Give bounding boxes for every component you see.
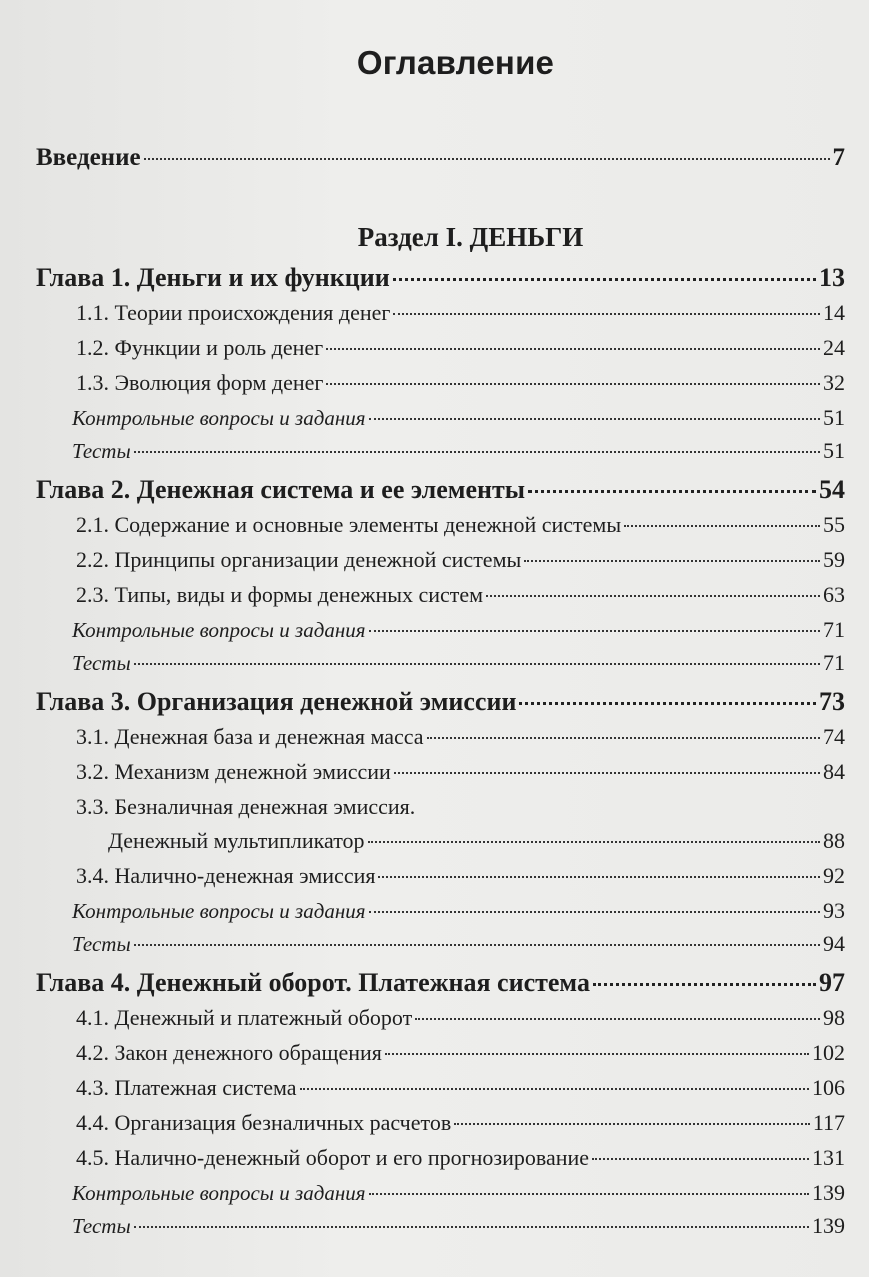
dot-leader [624,525,820,527]
dot-leader [519,702,816,705]
subsection-label: 2.1. Содержание и основные элементы денежной системы [76,512,622,537]
toc-entry-tests[interactable] [36,1213,845,1246]
dot-leader [369,418,820,420]
toc-entry-subsection[interactable] [36,724,845,759]
dot-leader [394,772,820,774]
subsection-page-number: 59 [823,547,845,572]
subsection-page-number: 14 [823,300,845,325]
toc-entry-subsection[interactable] [36,547,845,582]
toc-entry-questions[interactable] [36,898,845,931]
subsection-page-number: 24 [823,335,845,360]
page-title: Оглавление [356,44,555,81]
toc-entry-subsection[interactable] [36,1040,845,1075]
subsection-label: 2.3. Типы, виды и формы денежных систем [76,582,484,607]
questions-page-number: 139 [812,1180,845,1205]
toc-entry-subsection[interactable] [36,863,845,898]
tests-page-number: 94 [823,931,845,956]
toc-entry-tests[interactable] [36,931,845,964]
tests-page-number: 71 [823,650,845,675]
section-title: Раздел I. ДЕНЬГИ [357,222,584,252]
chapter-block-3 [36,687,845,964]
toc-entry-subsection[interactable] [36,1075,845,1110]
toc-entry-subsection[interactable] [36,1005,845,1040]
toc-entry-subsection[interactable] [36,370,845,405]
subsection-page-number: 88 [823,828,845,853]
subsection-page-number: 74 [823,724,845,749]
subsection-page-number: 32 [823,370,845,395]
dot-leader [326,383,820,385]
chapter-block-1 [36,263,845,471]
chapter-page-number: 13 [819,263,845,292]
dot-leader [378,876,820,878]
dot-leader [593,983,816,986]
subsection-page-number: 55 [823,512,845,537]
toc-entry-subsection-continuation[interactable] [36,828,845,863]
subsection-page-number: 84 [823,759,845,784]
tests-label: Тесты [72,439,131,463]
subsection-label: 4.1. Денежный и платежный оборот [76,1005,413,1030]
dot-leader [592,1158,809,1160]
toc-entry-questions[interactable] [36,617,845,650]
toc-entry-chapter[interactable] [36,475,845,512]
chapter-page-number: 97 [819,968,845,997]
toc-entry-subsection[interactable] [36,335,845,370]
chapter-block-2 [36,475,845,683]
toc-entry-chapter[interactable] [36,263,845,300]
chapter-page-number: 54 [819,475,845,504]
subsection-label: 1.3. Эволюция форм денег [76,370,324,395]
entry-page-number: 7 [832,144,845,171]
subsection-label: 4.5. Налично-денежный оборот и его прогнозирование [76,1145,590,1170]
subsection-page-number: 131 [812,1145,845,1170]
subsection-page-number: 106 [812,1075,845,1100]
toc-entry-subsection[interactable] [36,512,845,547]
subsection-label: 4.2. Закон денежного обращения [76,1040,382,1065]
dot-leader [369,630,820,632]
toc-entry-tests[interactable] [36,650,845,683]
questions-page-number: 71 [823,617,845,642]
subsection-page-number: 98 [823,1005,845,1030]
questions-label: Контрольные вопросы и задания [72,1181,366,1205]
toc-entry-subsection-first-line[interactable] [36,794,845,828]
subsection-label: 1.2. Функции и роль денег [76,335,324,360]
subsection-label: 2.2. Принципы организации денежной системы [76,547,522,572]
subsection-page-number: 102 [812,1040,845,1065]
questions-label: Контрольные вопросы и задания [72,406,366,430]
questions-page-number: 93 [823,898,845,923]
dot-leader [300,1088,809,1090]
entry-label: Введение [36,144,141,171]
dot-leader [528,490,816,493]
dot-leader [368,841,820,843]
dot-leader [385,1053,809,1055]
subsection-label-continuation: Денежный мультипликатор [108,828,365,853]
toc-entry-subsection[interactable] [36,1145,845,1180]
chapter-page-number: 73 [819,687,845,716]
toc-entry-intro[interactable] [36,144,845,184]
subsection-label: 4.4. Организация безналичных расчетов [76,1110,452,1135]
dot-leader [427,737,820,739]
tests-label: Тесты [72,651,131,675]
subsection-page-number: 63 [823,582,845,607]
chapter-label: Глава 2. Денежная система и ее элементы [36,475,526,504]
dot-leader [524,560,820,562]
chapter-label: Глава 4. Денежный оборот. Платежная система [36,968,590,997]
toc-entry-tests[interactable] [36,438,845,471]
tests-label: Тесты [72,932,131,956]
toc-entry-subsection[interactable] [36,1110,845,1145]
chapter-block-4 [36,968,845,1246]
dot-leader [415,1018,820,1020]
toc-entry-subsection[interactable] [36,300,845,335]
toc-entry-subsection[interactable] [36,759,845,794]
toc-entry-chapter[interactable] [36,968,845,1005]
subsection-label: 4.3. Платежная система [76,1075,297,1100]
subsection-page-number: 92 [823,863,845,888]
dot-leader [369,1193,809,1195]
toc-entry-questions[interactable] [36,405,845,438]
dot-leader [326,348,820,350]
subsection-label: 1.1. Теории происхождения денег [76,300,391,325]
tests-page-number: 139 [812,1213,845,1238]
subsection-label: 3.1. Денежная база и денежная масса [76,724,424,749]
toc-entry-subsection[interactable] [36,582,845,617]
subsection-page-number: 117 [812,1110,845,1135]
dot-leader [134,663,820,665]
subsection-label: 3.4. Налично-денежная эмиссия [76,863,376,888]
dot-leader [393,278,816,281]
tests-page-number: 51 [823,438,845,463]
dot-leader [369,911,820,913]
subsection-label: 3.3. Безналичная денежная эмиссия. [76,794,416,819]
dot-leader [144,158,830,160]
dot-leader [486,595,820,597]
dot-leader [454,1123,810,1125]
toc-entry-questions[interactable] [36,1180,845,1213]
subsection-label: 3.2. Механизм денежной эмиссии [76,759,391,784]
questions-label: Контрольные вопросы и задания [72,899,366,923]
chapter-label: Глава 1. Деньги и их функции [36,263,390,292]
questions-label: Контрольные вопросы и задания [72,618,366,642]
questions-page-number: 51 [823,405,845,430]
dot-leader [134,944,820,946]
chapter-label: Глава 3. Организация денежной эмиссии [36,687,517,716]
tests-label: Тесты [72,1214,131,1238]
dot-leader [393,313,820,315]
dot-leader [134,451,820,453]
toc-entry-chapter[interactable] [36,687,845,724]
dot-leader [134,1226,809,1228]
